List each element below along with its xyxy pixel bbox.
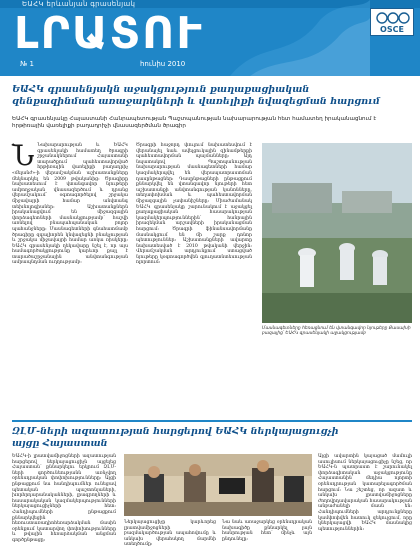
lead-column-1 — [12, 139, 128, 413]
lead-photo-caption: Մասնագետները հեռացնում են վտանգավոր նյութերը Քասախի բազայից՝ ԵԱՀԿ գրասենյակի աջակցությամբ — [262, 326, 411, 337]
issue-number: № 1 — [20, 60, 34, 68]
masthead — [0, 0, 420, 76]
second-column-3: Նա նաև առաջարկեց օրենսդրական նախագիծը քննարկել լայն հանրության հետ՝ մինչև այն ընդունելը։ — [222, 520, 312, 542]
osce-logo — [370, 8, 414, 36]
section-divider — [12, 420, 412, 422]
masthead-wave-graphic — [230, 0, 370, 76]
lead-photo — [262, 143, 412, 323]
lead-column-1-text: Նախարարության և ԵԱՀԿ գրասենյակի համատեղ ծրագրի շրջանակներում Հայաստանի տարածքում պահեստավորված հրթիռային վառելիքի բաղադրիչ «մելանժ»-ի վերամշակման աշխատանքները մեկնարկել են 2009 թվականից։ Ծրագիրը նախատեսում է վտանգավոր նյութերի ամբողջական վնասազերծում և դրանց վերամշակում՝ օգտագործելով շրջակա միջավայրի համար անվտանգ տեխնոլոգիաներ։ Աշխատանքներն իրականացվում են միջազգային փորձագետների մասնակցությամբ՝ հաշվի առնելով բնապահպանական բոլոր պահանջները։ Մասնագետների գնահատմամբ ծրագիրը զգալիորեն կնվազեցնի բնակչության և շրջակա միջավայրի համար առկա ռիսկերը։ ԵԱՀԿ գրասենյակի ղեկավարը նշել է, որ այս համագործակցությունը կարևոր քայլ է տարածաշրջանային անվտանգության ամրապնդման ուղղությամբ։ — [12, 143, 128, 266]
second-column-2: Ներկայացուցիչը կարևորեց լրատվամիջոցների բազմակարծության ապահովումը և անկախ վերահսկող մարմնի ստեղծումը։ — [124, 520, 216, 548]
lead-headline: ԵԱՀԿ գրասենյակն աջակցություն քաղաքացիական զենքազինման առաջարկների և վառելիքի նվազեցման հարցում — [12, 84, 380, 107]
osce-emblem-icon — [374, 11, 412, 25]
lead-column-2: Ծրագրի հաջորդ փուլում նախատեսվում է վերանայել նաև ավելցուկային զինամթերքի պահեստավորման պայմանները։ Այդ նպատակով Պաշտպանության նախարարության մասնագետների համար կազմակերպվել են վերապատրաստման դասընթացներ։ Դասընթացների ընթացքում քննարկվել են վտանգավոր նյութերի հետ աշխատանքի անվտանգության կանոնները, տեղափոխման և պահեստավորման միջազգային չափանիշները։ Միաժամանակ ԵԱՀԿ գրասենյակը շարունակում է աջակցել քաղաքացիական հասարակության կազմակերպություններին՝ հանրային իրազեկման արշավների իրականացման հարցում։ Ծրագրի ֆինանսավորմանը մասնակցում են մի շարք դոնոր պետություններ։ Աշխատանքների ավարտը նախատեսված է 2010 թվականի վերջին։ Վերամշակման արդյունքում ստացված նյութերը կօգտագործվեն գյուղատնտեսության ոլորտում։ — [136, 143, 252, 266]
second-column-1: ԵԱՀԿ-ի լրատվամիջոցների ազատության հարցերով ներկայացուցիչն այցելեց Հայաստան՝ քննարկելու երկրում ԶԼՄ-ների գործունեությանն առնչվող օրենսդրական փոփոխությունները։ Այցի ընթացքում նա հանդիպումներ ունեցավ պետական պաշտոնյաների, խորհրդարանականների, լրագրողների և հասարակական կազմակերպությունների ներկայացուցիչների հետ։ Հանդիպումների ընթացքում քննարկվեցին հեռուստառադիոհեռարձակման մասին օրենքում կատարվող փոփոխությունները և թվային հեռարձակման անցման գործընթացը։ — [12, 454, 116, 543]
lead-subhead: ԵԱՀԿ գրասենյակը Հայաստանի Հանրապետության Պաշտպանության նախարարության հետ համատեղ իրականացնում է հրթիռային վառելիքի բաղադրիչի վնասազերծման ծրագիր — [12, 116, 377, 129]
masthead-tagline: ԵԱՀԿ երևանյան գրասենյակ — [22, 0, 136, 8]
second-column-4: Այցի ավարտին կայացած մամուլի ասուլիսում ներկայացուցիչը նշեց, որ ԵԱՀԿ-ն պատրաստ է շարունակել փորձագիտական աջակցությունը Հայաստանին՝ մեդիա ոլորտի օրենսդրության կատարելագործման հարցում։ Նա շեշտեց, որ ազատ և անկախ լրատվամիջոցները ժողովրդավարական հասարակության անբաժանելի մասն են։ Հանդիպումների արդյունքները կամփոփվեն հատուկ զեկույցում, որը կներկայացվի ԵԱՀԿ մասնակից պետություններին։ — [318, 454, 412, 532]
drop-cap: Ն — [12, 139, 35, 172]
newsletter-title: ԼՐԱՏՈՒ — [14, 8, 204, 59]
issue-date: հունիս 2010 — [140, 60, 186, 68]
press-conference-photo — [124, 454, 312, 516]
second-headline: ԶԼՄ-ների ազատության հարցերով ԵԱՀԿ ներկայացուցչի այցը Հայաստան — [12, 426, 339, 449]
osce-logo-text: OSCE — [380, 25, 404, 34]
